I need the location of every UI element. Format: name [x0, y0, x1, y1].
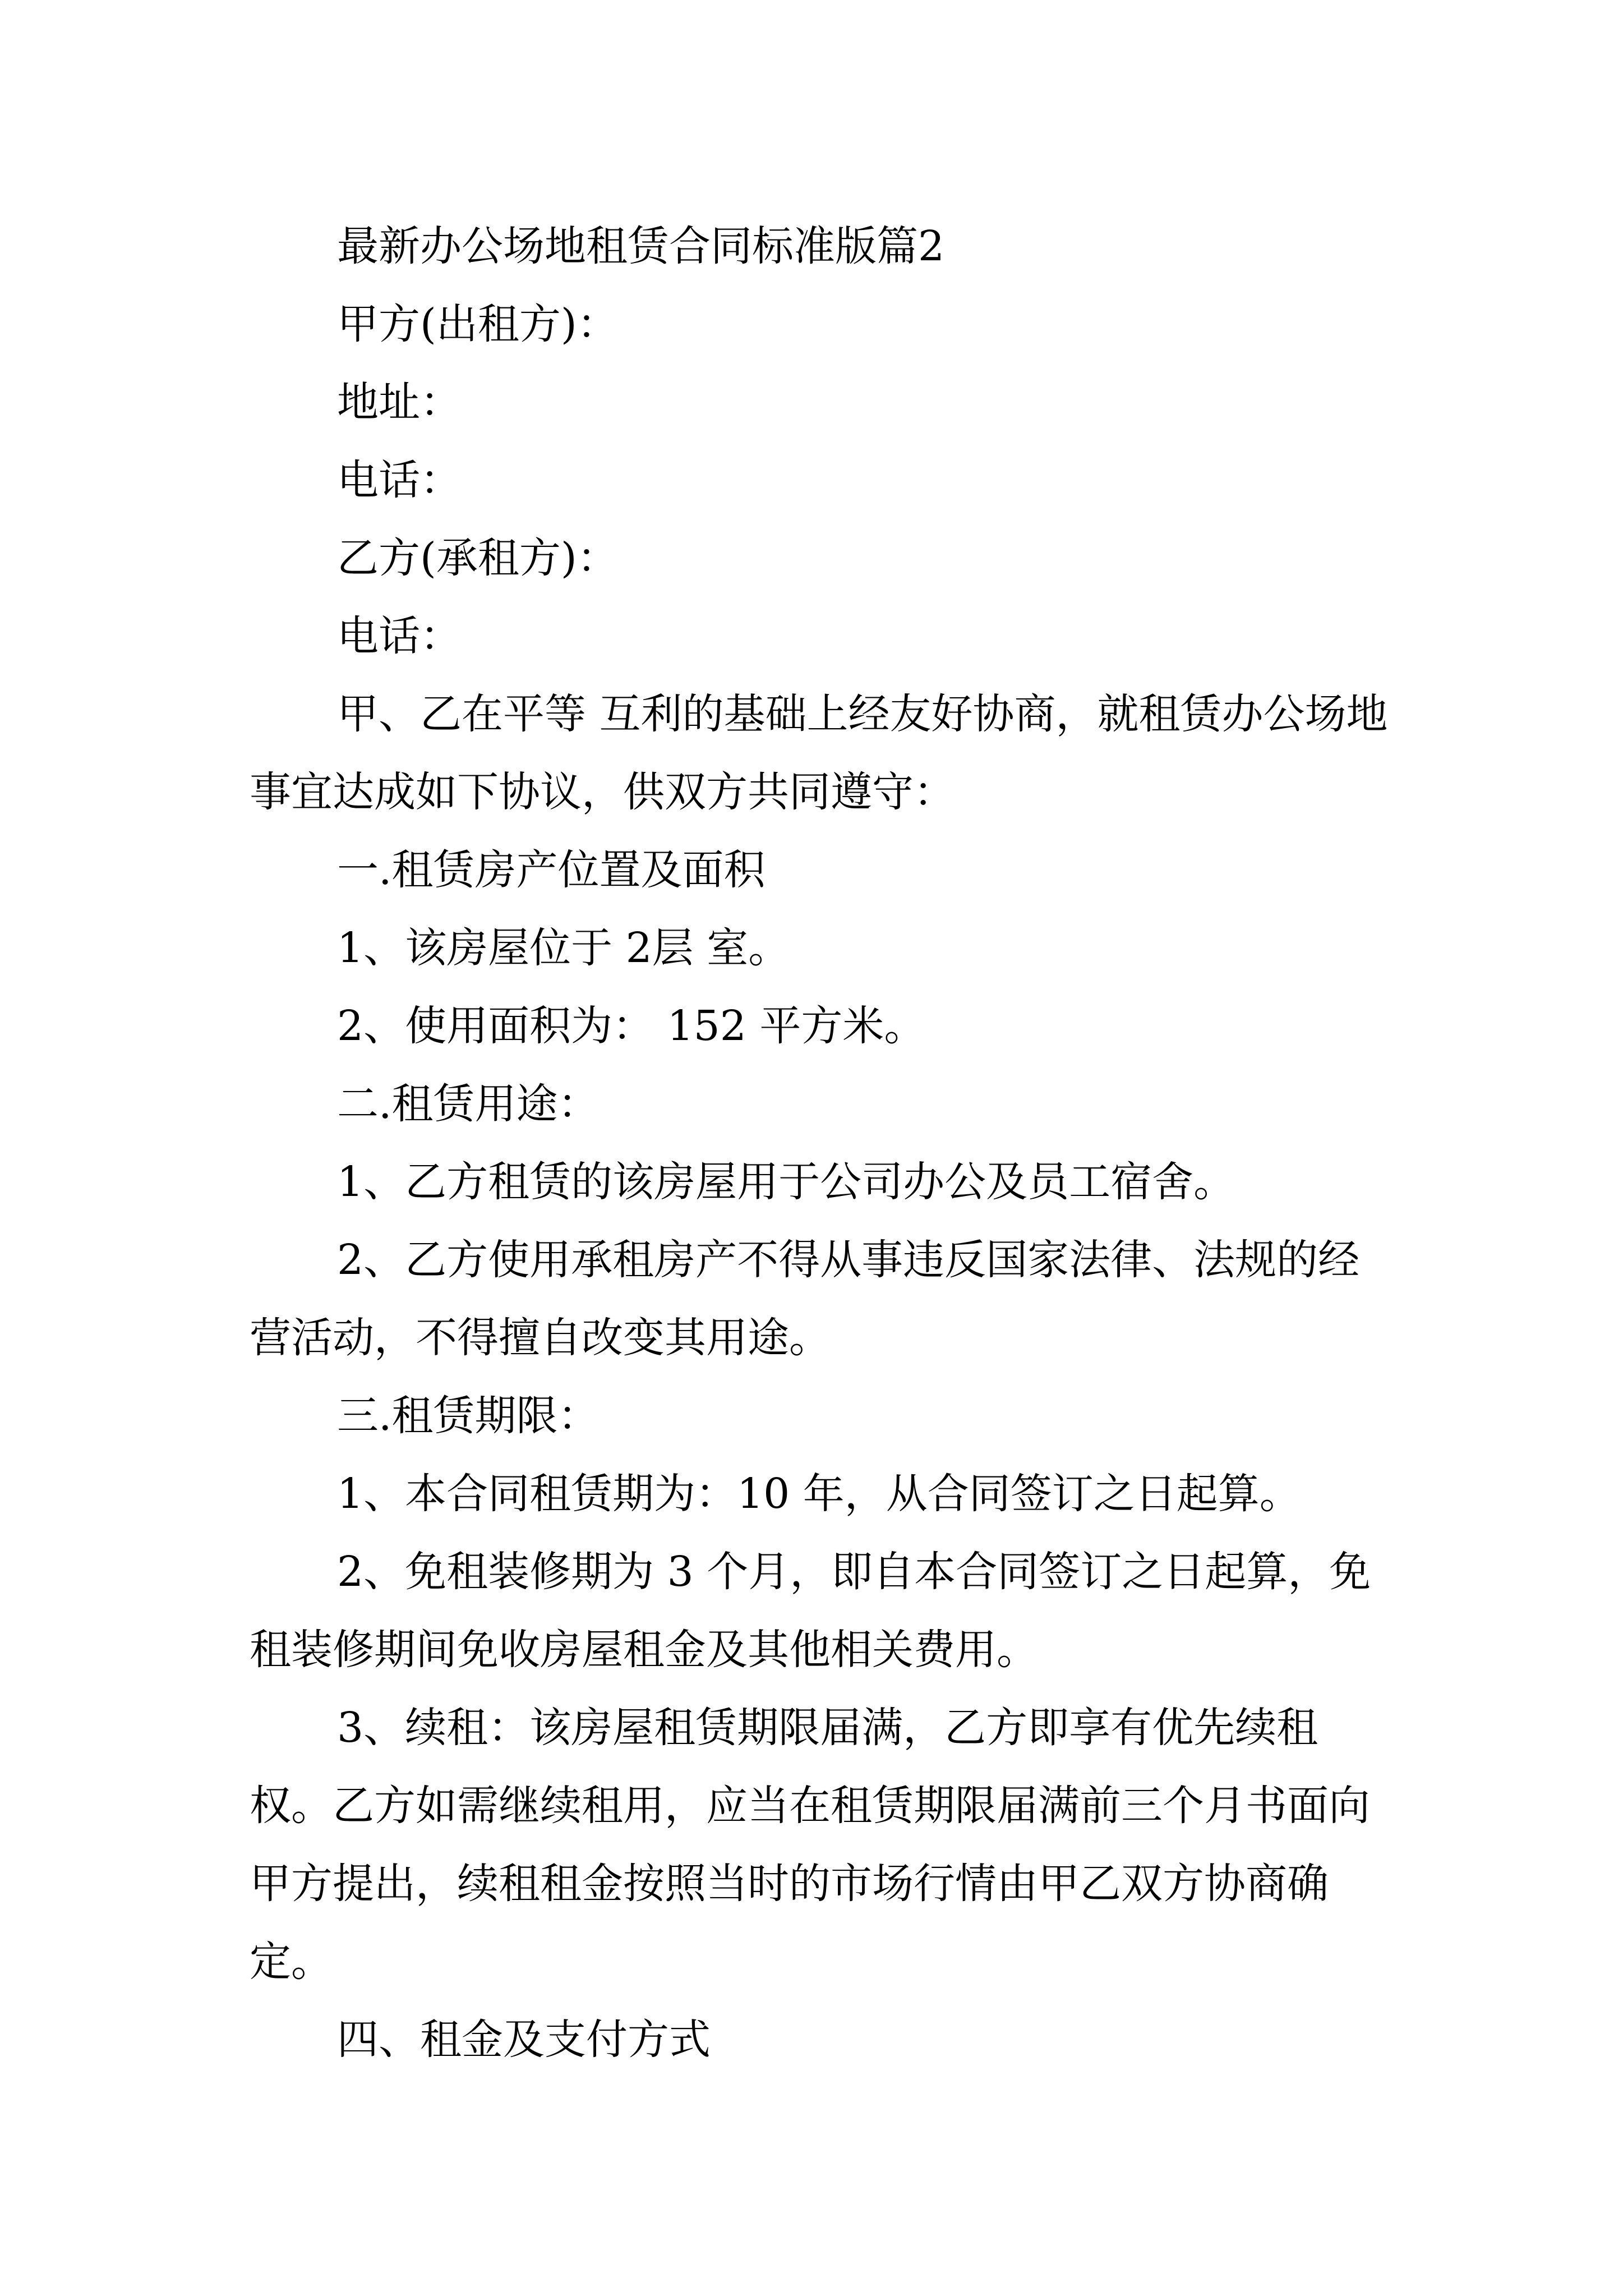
- phone-a-label: 电话：: [337, 456, 462, 504]
- phone-b-label: 电话：: [337, 612, 462, 660]
- party-a-label: 甲方(出租方)：: [337, 300, 619, 348]
- address-label: 地址：: [337, 378, 462, 426]
- section-2-item-1: 1、乙方租赁的该房屋用于公司办公及员工宿舍。: [337, 1158, 1235, 1206]
- section-4-heading: 四、租金及支付方式: [337, 2016, 711, 2064]
- party-b-label: 乙方(承租方)：: [337, 534, 619, 582]
- document-title: 最新办公场地租赁合同标准版篇2: [337, 222, 945, 270]
- section-1-heading: 一.租赁房产位置及面积: [337, 846, 766, 894]
- preamble-paragraph: 甲、乙在平等 互利的基础上经友好协商，就租赁办公场地事宜达成如下协议，供双方共同遵守：: [250, 690, 1388, 816]
- section-3-item-3: 3、续租：该房屋租赁期限届满，乙方即享有优先续租权。乙方如需继续租用，应当在租赁期限届满前三个月书面向甲方提出，续租租金按照当时的市场行情由甲乙双方协商确定。: [250, 1704, 1370, 1986]
- section-3-item-1: 1、本合同租赁期为：10 年，从合同签订之日起算。: [337, 1470, 1301, 1518]
- section-2-heading: 二.租赁用途：: [337, 1080, 600, 1128]
- section-1-item-1: 1、该房屋位于 2层 室。: [337, 924, 790, 972]
- section-1-item-2: 2、使用面积为： 152 平方米。: [337, 1002, 926, 1050]
- section-3-heading: 三.租赁期限：: [337, 1392, 600, 1440]
- document-body: [250, 208, 1388, 2079]
- section-3-item-2: 2、免租装修期为 3 个月，即自本合同签订之日起算，免租装修期间免收房屋租金及其他相关费用。: [250, 1548, 1371, 1674]
- section-2-item-2: 2、乙方使用承租房产不得从事违反国家法律、法规的经营活动，不得擅自改变其用途。: [250, 1236, 1360, 1362]
